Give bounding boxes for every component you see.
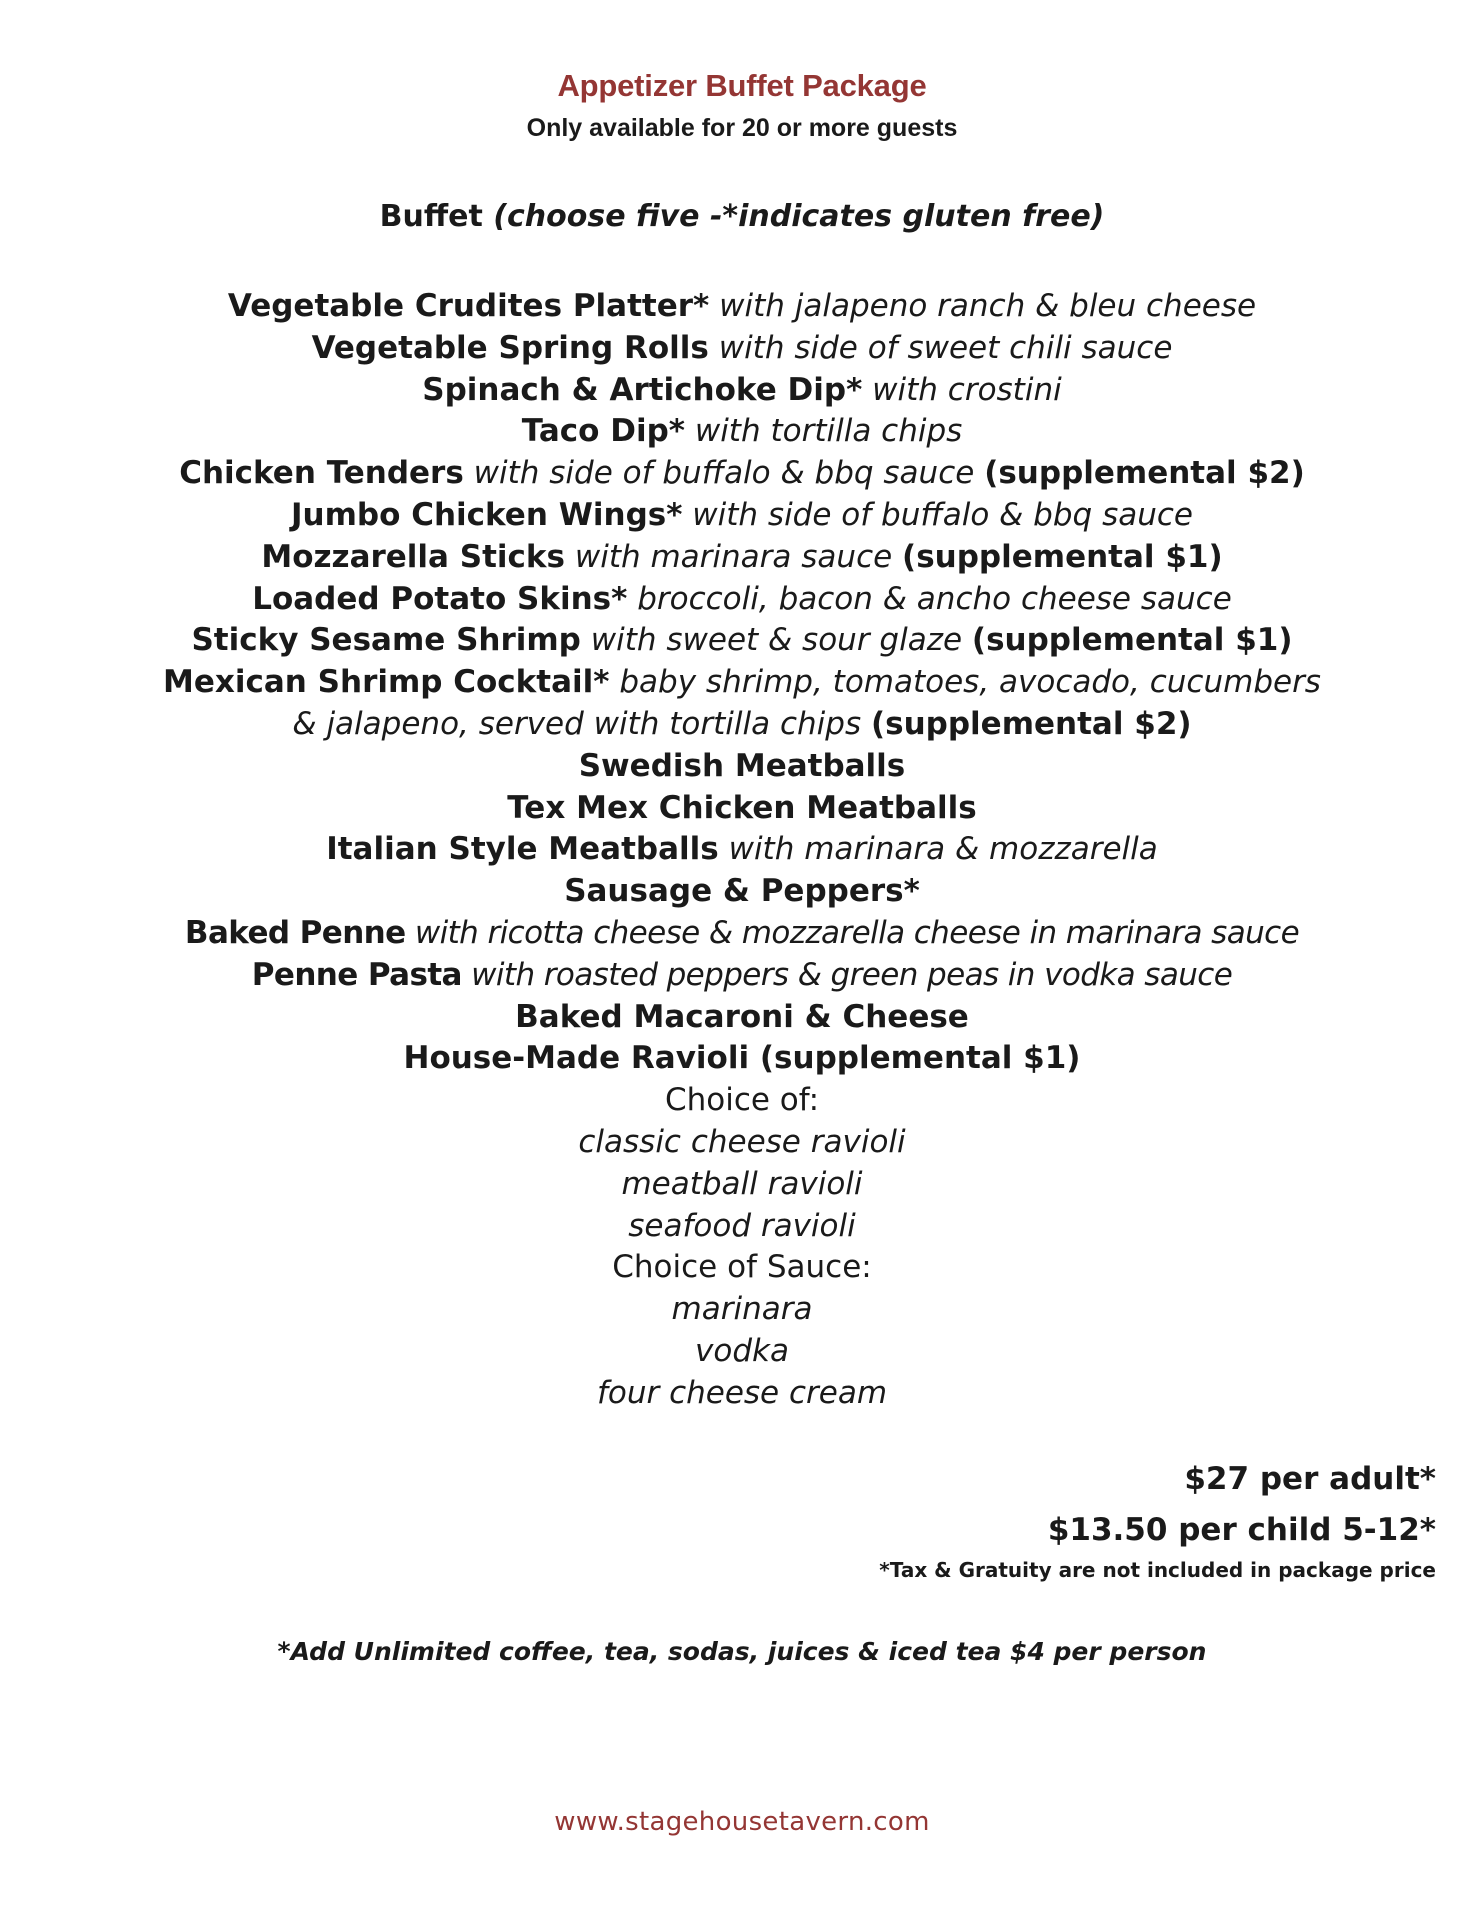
menu-item xyxy=(0,620,1484,662)
ravioli-option: classic cheese ravioli xyxy=(578,1123,906,1160)
tax-note: *Tax & Gratuity are not included in package price xyxy=(879,1558,1436,1582)
menu-item-description: & jalapeno, served with tortilla chips xyxy=(292,705,862,742)
sauce-option: marinara xyxy=(671,1291,813,1328)
menu-item xyxy=(0,913,1484,955)
website-link[interactable]: www.stagehousetavern.com xyxy=(554,1807,930,1837)
menu-item-name: Taco Dip* xyxy=(521,413,685,450)
menu-item xyxy=(0,829,1484,871)
menu-item-name: Italian Style Meatballs xyxy=(326,831,719,868)
menu-item-supplement: (supplemental $2) xyxy=(870,705,1192,742)
menu-item xyxy=(0,746,1484,788)
pricing-block xyxy=(879,1454,1436,1584)
menu-item-name: Spinach & Artichoke Dip* xyxy=(422,371,863,408)
menu-item xyxy=(0,286,1484,328)
menu-item xyxy=(0,871,1484,913)
menu-item-description: with side of buffalo & bbq sauce xyxy=(473,455,975,492)
menu-list xyxy=(0,286,1484,1415)
menu-item-name: Jumbo Chicken Wings* xyxy=(291,496,683,533)
menu-item xyxy=(0,579,1484,621)
menu-item-name: Penne Pasta xyxy=(251,956,462,993)
menu-item-name: House-Made Ravioli (supplemental $1) xyxy=(403,1040,1081,1077)
menu-item-name: Sticky Sesame Shrimp xyxy=(191,622,581,659)
menu-item xyxy=(0,328,1484,370)
menu-item-name: Chicken Tenders xyxy=(179,455,464,492)
menu-item-description: with crostini xyxy=(872,371,1062,408)
menu-item-name: Baked Macaroni & Cheese xyxy=(515,998,969,1035)
menu-item xyxy=(0,955,1484,997)
ravioli-option: meatball ravioli xyxy=(621,1165,863,1202)
menu-item xyxy=(0,1038,1484,1080)
menu-item-name: Swedish Meatballs xyxy=(578,747,906,784)
menu-item-name: Mexican Shrimp Cocktail* xyxy=(163,664,610,701)
page-title: Appetizer Buffet Package xyxy=(557,68,927,103)
sauce-option: four cheese cream xyxy=(596,1374,888,1411)
menu-item-description: with marinara sauce xyxy=(574,538,893,575)
menu-item-description: with side of buffalo & bbq sauce xyxy=(692,496,1193,533)
sauce-option: vodka xyxy=(695,1332,789,1369)
menu-item-description: with marinara & mozzarella xyxy=(728,831,1158,868)
menu-item xyxy=(0,788,1484,830)
beverage-note: *Add Unlimited coffee, tea, sodas, juices & iced tea $4 per person xyxy=(277,1637,1207,1666)
menu-item-description: with jalapeno ranch & bleu cheese xyxy=(719,288,1257,324)
menu-item-name: Loaded Potato Skins* xyxy=(252,580,628,617)
menu-item-description: with tortilla chips xyxy=(694,413,963,450)
menu-item-description: baby shrimp, tomatoes, avocado, cucumbers xyxy=(619,664,1321,701)
ravioli-option: seafood ravioli xyxy=(628,1207,856,1244)
buffet-note: (choose five -*indicates gluten free) xyxy=(493,199,1105,234)
menu-item-supplement: (supplemental $2) xyxy=(984,455,1305,492)
child-price: $13.50 per child 5-12* xyxy=(1047,1512,1436,1548)
menu-item xyxy=(0,453,1484,495)
menu-item xyxy=(0,537,1484,579)
menu-item-description: with side of sweet chili sauce xyxy=(718,329,1173,366)
menu-item xyxy=(0,370,1484,412)
menu-item-name: Sausage & Peppers* xyxy=(564,873,920,910)
menu-item-description: with ricotta cheese & mozzarella cheese in marinara sauce xyxy=(414,914,1300,951)
menu-item-supplement: (supplemental $1) xyxy=(902,538,1223,575)
menu-item xyxy=(0,495,1484,537)
menu-item xyxy=(0,662,1484,704)
menu-item-name: Vegetable Crudites Platter* xyxy=(227,288,710,324)
buffet-heading xyxy=(0,199,1484,234)
buffet-label: Buffet xyxy=(379,199,483,234)
ravioli-choice-label: Choice of: xyxy=(664,1082,820,1119)
menu-item-description: with roasted peppers & green peas in vodka sauce xyxy=(471,956,1233,993)
menu-item-supplement: (supplemental $1) xyxy=(971,622,1293,659)
menu-item-name: Vegetable Spring Rolls xyxy=(311,329,709,366)
adult-price: $27 per adult* xyxy=(1184,1461,1436,1497)
menu-item-name: Tex Mex Chicken Meatballs xyxy=(507,789,977,826)
page-subtitle: Only available for 20 or more guests xyxy=(526,114,958,142)
menu-item-name: Baked Penne xyxy=(184,914,406,951)
menu-item xyxy=(0,997,1484,1039)
menu-item-name: Mozzarella Sticks xyxy=(261,538,565,575)
menu-item-description: with sweet & sour glaze xyxy=(590,622,963,659)
menu-item-description: broccoli, bacon & ancho cheese sauce xyxy=(637,580,1232,617)
menu-item-continuation xyxy=(0,704,1484,746)
menu-item xyxy=(0,411,1484,453)
sauce-choice-label: Choice of Sauce: xyxy=(612,1249,872,1286)
